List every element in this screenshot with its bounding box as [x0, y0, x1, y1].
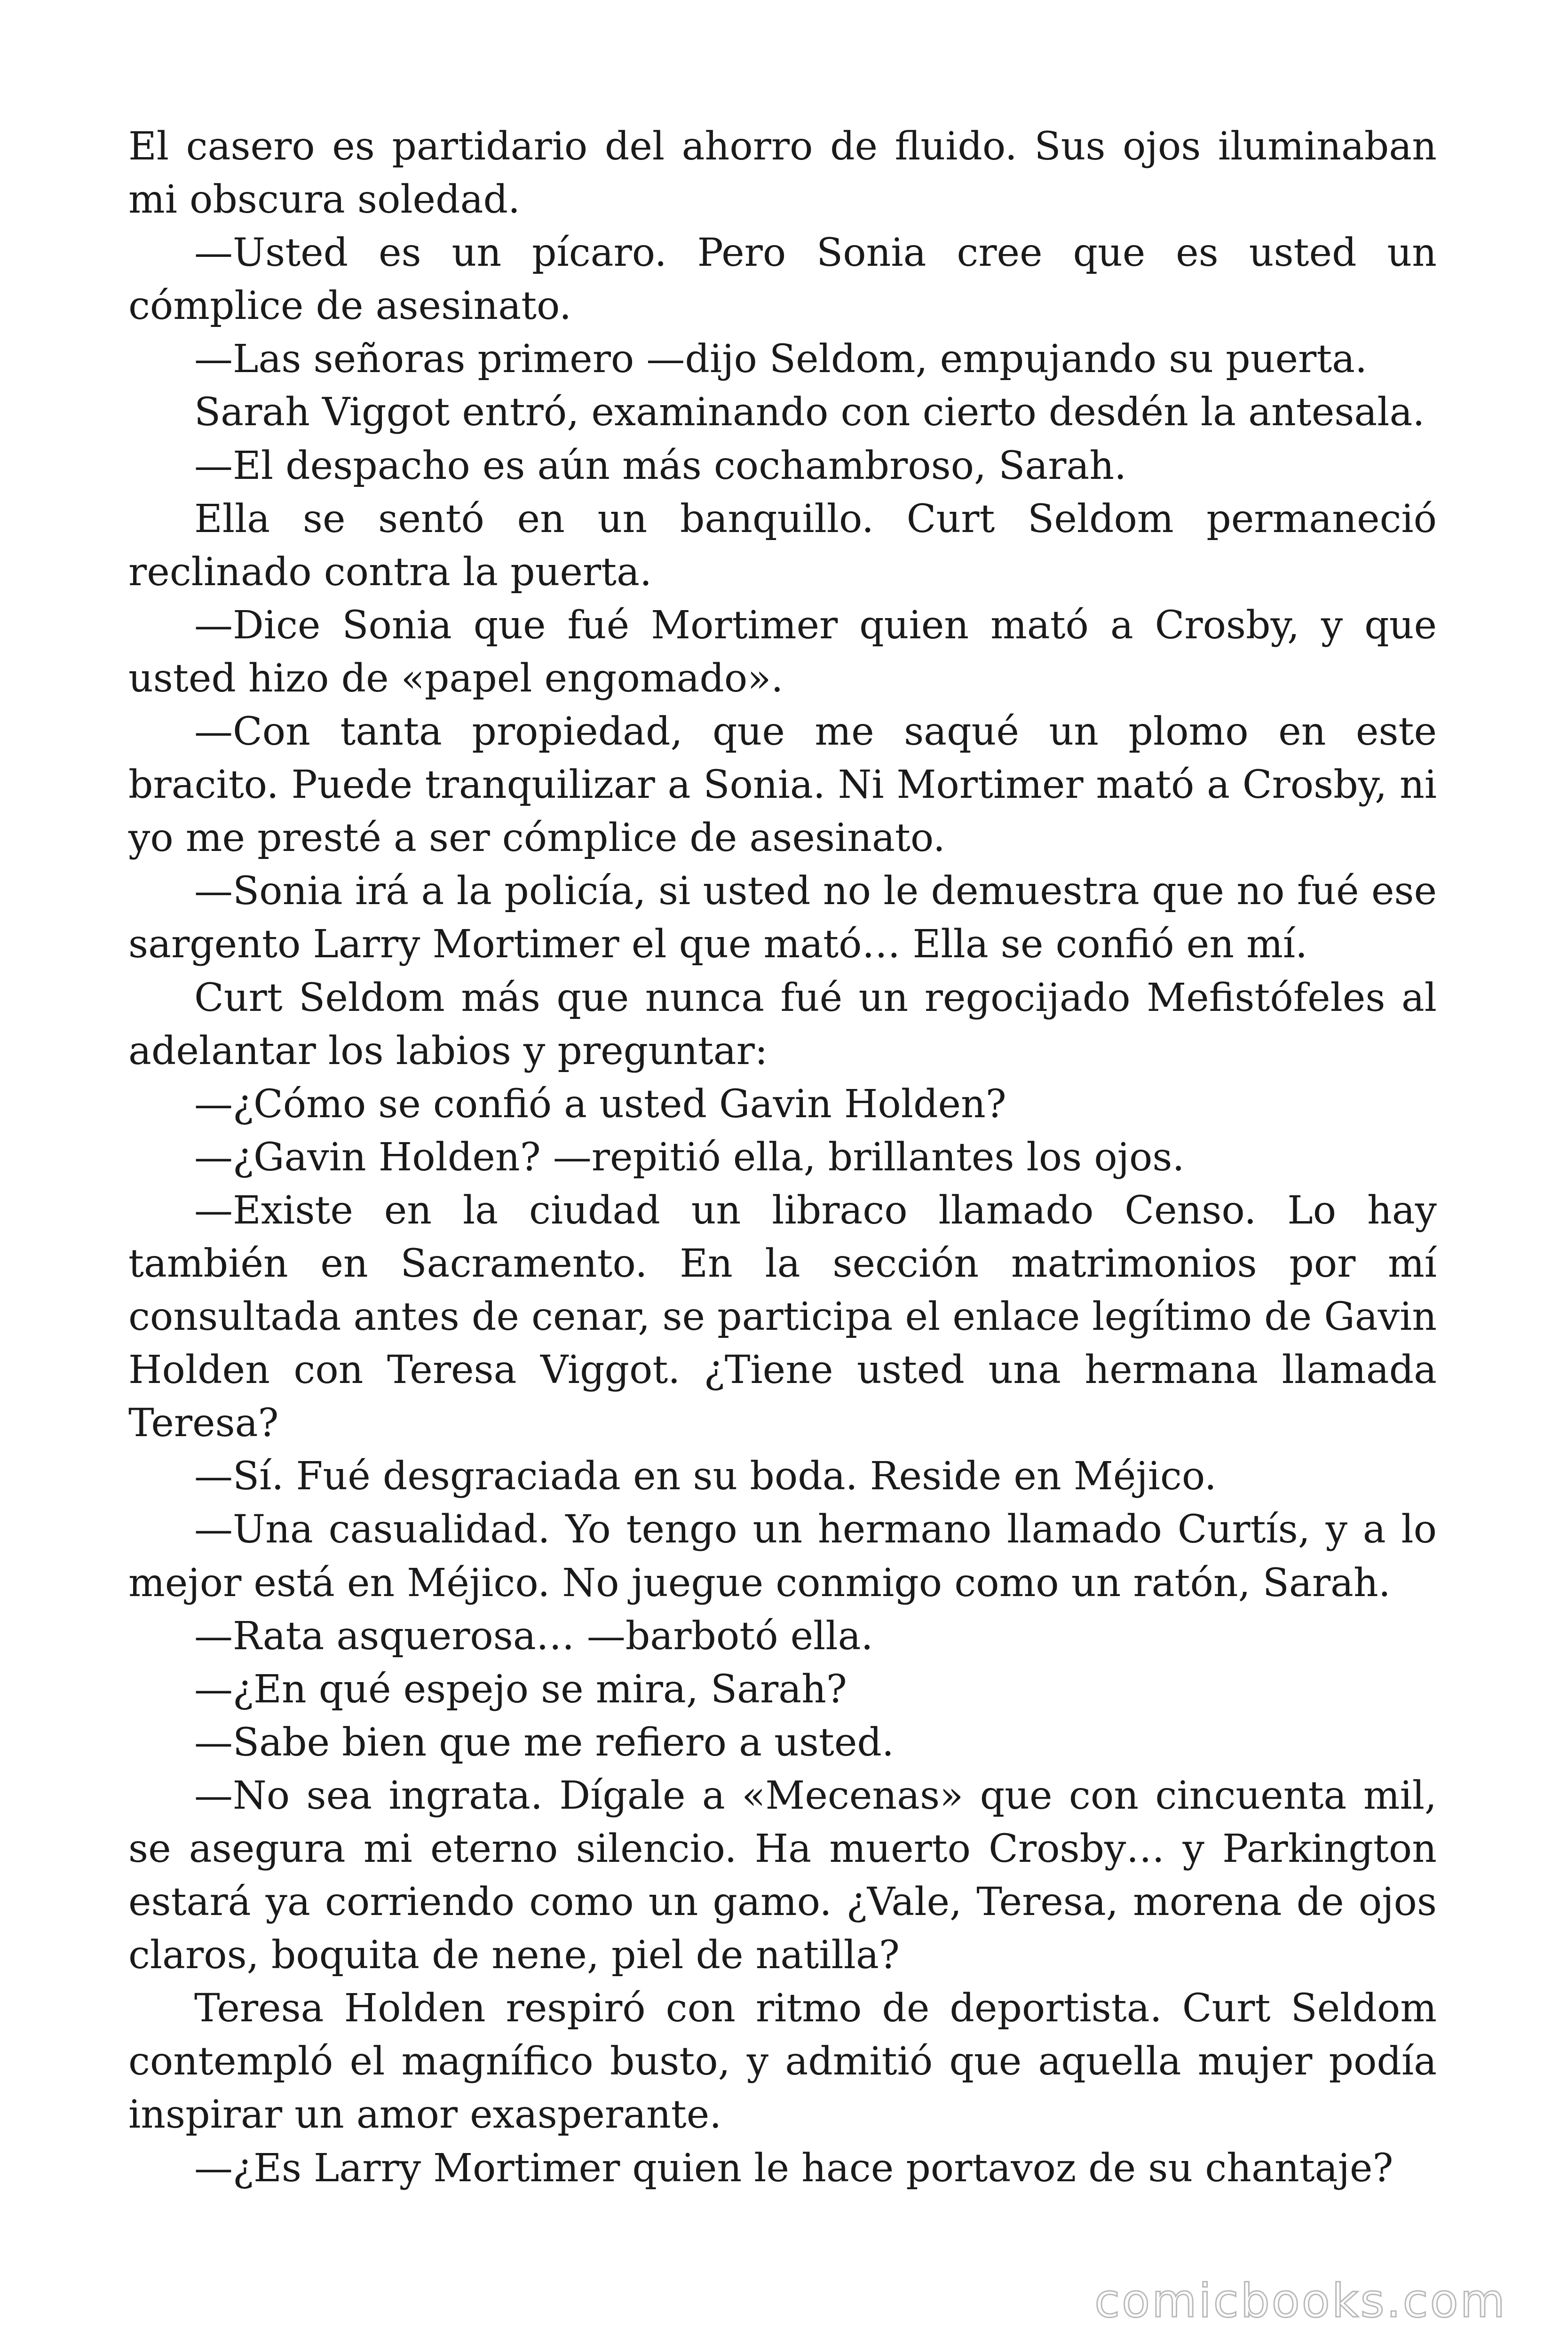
- paragraph: Ella se sentó en un banquillo. Curt Seldom permaneció reclinado contra la puerta.: [128, 496, 1437, 595]
- paragraph: —¿En qué espejo se mira, Sarah?: [194, 1667, 847, 1712]
- paragraph: —El despacho es aún más cochambroso, Sarah.: [194, 443, 1127, 488]
- paragraph: —Existe en la ciudad un libraco llamado Censo. Lo hay también en Sacramento. En la sección matrimonios por mí consultada antes de cenar, se participa el enlace legítimo de Gavin Holden con Teresa Viggot. ¿Tiene usted una hermana llamada Teresa?: [128, 1188, 1437, 1446]
- watermark: comicbooks.com: [1094, 2274, 1507, 2328]
- paragraph: —No sea ingrata. Dígale a «Mecenas» que con cincuenta mil, se asegura mi eterno silencio. Ha muerto Crosby… y Parkington estará ya corriendo como un gamo. ¿Vale, Teresa, morena de ojos claros, boquita de nene, piel de natilla?: [128, 1773, 1437, 1978]
- paragraph: —¿Cómo se confió a usted Gavin Holden?: [194, 1081, 1006, 1127]
- paragraph: Curt Seldom más que nunca fué un regocijado Mefistófeles al adelantar los labios y preguntar:: [128, 975, 1437, 1073]
- paragraph: Teresa Holden respiró con ritmo de deportista. Curt Seldom contempló el magnífico busto, y admitió que aquella mujer podía inspirar un amor exasperante.: [128, 1986, 1437, 2137]
- paragraph: —Rata asquerosa… —barbotó ella.: [194, 1613, 873, 1659]
- paragraph: —Sonia irá a la policía, si usted no le demuestra que no fué ese sargento Larry Mortimer el que mató… Ella se confió en mí.: [128, 869, 1437, 967]
- paragraph: —Una casualidad. Yo tengo un hermano llamado Curtís, y a lo mejor está en Méjico. No juegue conmigo como un ratón, Sarah.: [128, 1507, 1437, 1605]
- paragraph: El casero es partidario del ahorro de fluido. Sus ojos iluminaban mi obscura soledad.: [128, 124, 1437, 222]
- paragraph: —¿Gavin Holden? —repitió ella, brillantes los ojos.: [194, 1135, 1185, 1180]
- paragraph: Sarah Viggot entró, examinando con cierto desdén la antesala.: [194, 390, 1425, 435]
- paragraph: —Las señoras primero —dijo Seldom, empujando su puerta.: [194, 337, 1368, 382]
- paragraph: —Sabe bien que me refiero a usted.: [194, 1720, 894, 1765]
- paragraph: —¿Es Larry Mortimer quien le hace portavoz de su chantaje?: [194, 2145, 1394, 2191]
- body-text: [128, 120, 1437, 2195]
- paragraph: —Usted es un pícaro. Pero Sonia cree que es usted un cómplice de asesinato.: [128, 230, 1437, 329]
- paragraph: —Sí. Fué desgraciada en su boda. Reside en Méjico.: [194, 1454, 1217, 1499]
- paragraph: —Dice Sonia que fué Mortimer quien mató a Crosby, y que usted hizo de «papel engomado».: [128, 603, 1437, 701]
- paragraph: —Con tanta propiedad, que me saqué un plomo en este bracito. Puede tranquilizar a Sonia. Ni Mortimer mató a Crosby, ni yo me presté a ser cómplice de asesinato.: [128, 709, 1437, 861]
